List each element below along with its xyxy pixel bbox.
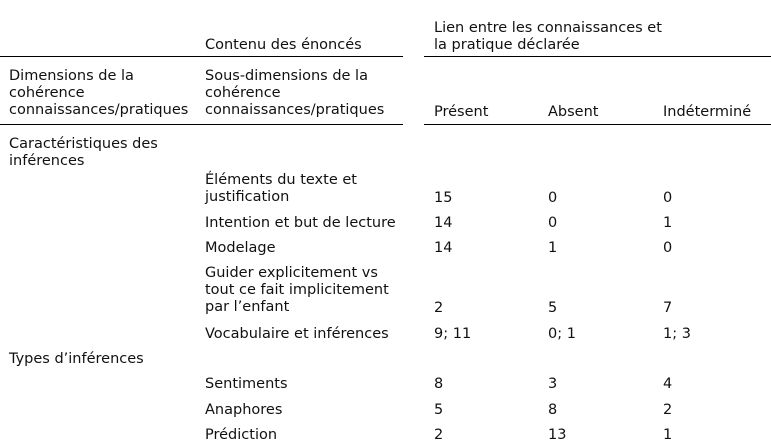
row-label: Éléments du texte et justification [205,172,357,205]
header-contenu: Contenu des énoncés [205,37,362,53]
cell-absent: 8 [548,402,558,418]
cell-present: 2 [434,300,444,316]
row-label: Sentiments [205,376,288,392]
cell-present: 9; 11 [434,326,472,342]
rule-top-left [0,56,403,57]
cell-indetermine: 2 [663,402,673,418]
cell-present: 8 [434,376,444,392]
section-title: Types d’inférences [9,351,144,367]
cell-indetermine: 1 [663,427,673,443]
row-label: Intention et but de lecture [205,215,396,231]
cell-present: 14 [434,215,453,231]
header-sous-dimensions: Sous-dimensions de la cohérence connaissances/pratiques [205,68,385,118]
cell-present: 15 [434,190,453,206]
cell-present: 2 [434,427,444,443]
row-label: Modelage [205,240,276,256]
cell-absent: 0 [548,190,558,206]
rule-header-right [424,124,771,125]
header-present: Présent [434,104,489,120]
header-dimensions: Dimensions de la cohérence connaissances/pratiques [9,68,189,118]
rule-header-left [0,124,403,125]
cell-absent: 0 [548,215,558,231]
cell-indetermine: 0 [663,190,673,206]
header-lien: Lien entre les connaissances et la pratique déclarée [434,20,662,53]
header-absent: Absent [548,104,599,120]
cell-indetermine: 0 [663,240,673,256]
cell-absent: 5 [548,300,558,316]
cell-indetermine: 7 [663,300,673,316]
cell-indetermine: 1; 3 [663,326,691,342]
row-label: Vocabulaire et inférences [205,326,389,342]
row-label: Guider explicitement vs tout ce fait implicitement par l’enfant [205,265,389,315]
cell-absent: 0; 1 [548,326,576,342]
cell-present: 14 [434,240,453,256]
cell-indetermine: 4 [663,376,673,392]
row-label: Prédiction [205,427,278,443]
header-indetermine: Indéterminé [663,104,752,120]
row-label: Anaphores [205,402,283,418]
cell-present: 5 [434,402,444,418]
section-title: Caractéristiques des inférences [9,136,158,169]
rule-top-right [424,56,771,57]
cell-indetermine: 1 [663,215,673,231]
cell-absent: 3 [548,376,558,392]
cell-absent: 13 [548,427,567,443]
cell-absent: 1 [548,240,558,256]
